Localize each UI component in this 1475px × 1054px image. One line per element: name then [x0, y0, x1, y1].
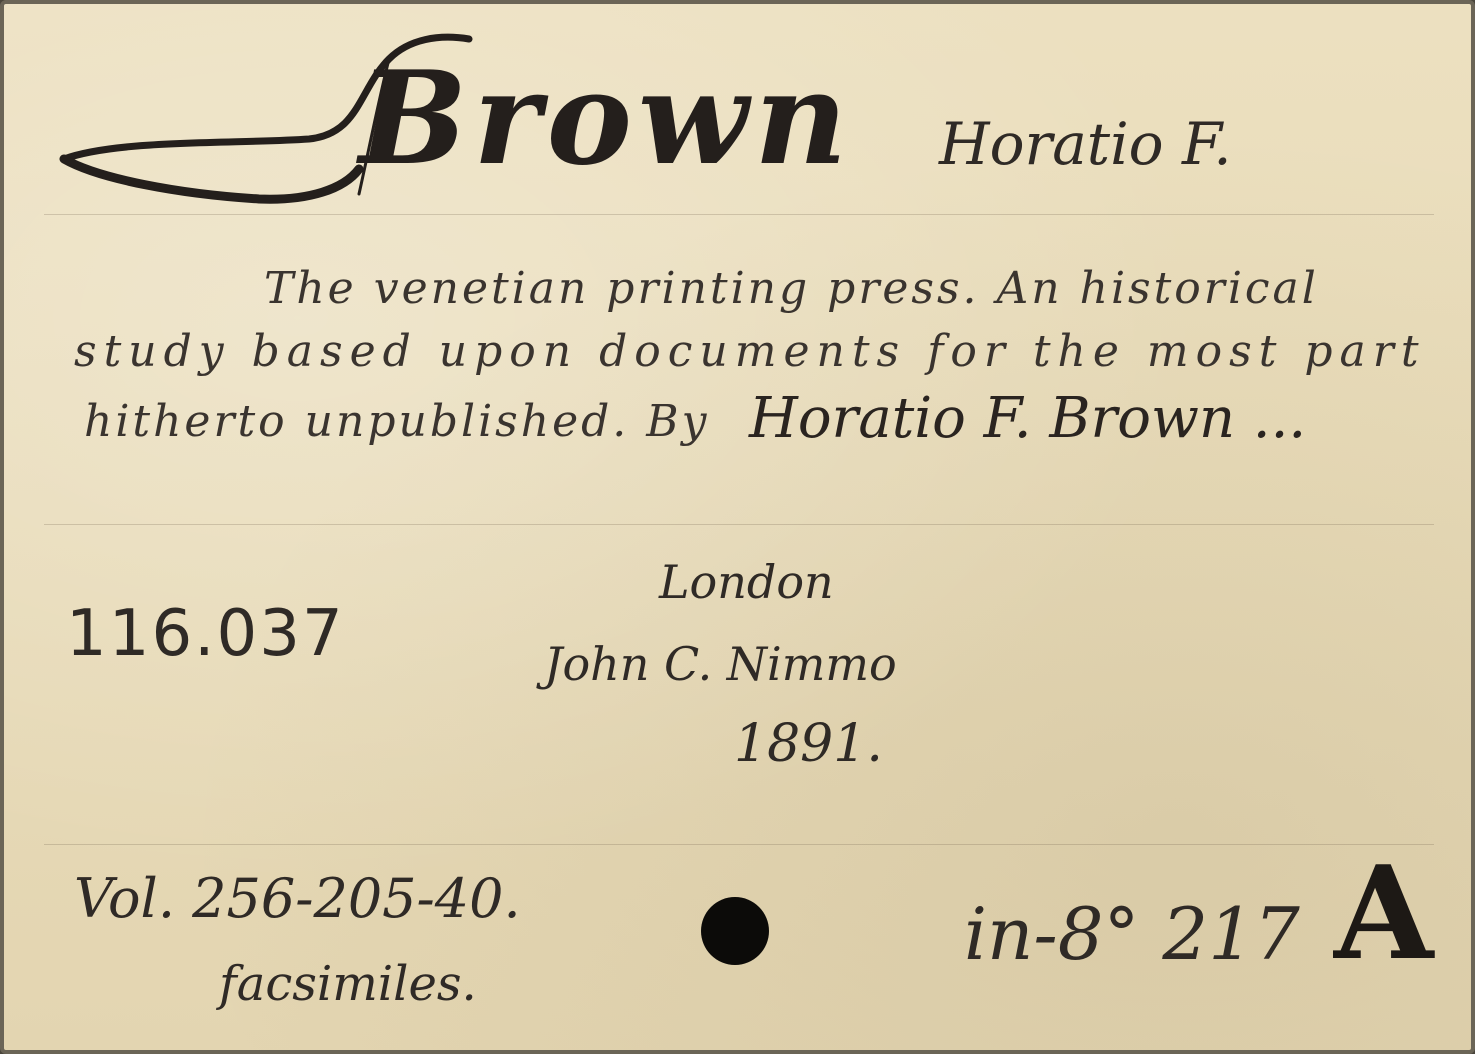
punch-hole	[701, 897, 769, 965]
imprint-year: 1891.	[734, 714, 883, 774]
rule-line	[44, 844, 1434, 845]
rule-line	[44, 524, 1434, 525]
given-names: Horatio F.	[939, 110, 1232, 178]
call-number: 116.037	[66, 597, 345, 671]
surname-heading: Brown	[359, 44, 854, 194]
title-line-2: study based upon documents for the most part	[74, 326, 1426, 377]
title-line-1: The venetian printing press. An historical	[264, 263, 1319, 314]
section-letter: A	[1334, 839, 1434, 989]
physical-description: Vol. 256-205-40.	[74, 867, 521, 930]
imprint-place: London	[659, 555, 834, 609]
imprint-publisher: John C. Nimmo	[544, 637, 897, 691]
statement-of-responsibility: Horatio F. Brown ...	[749, 386, 1307, 451]
title-line-3: hitherto unpublished. By	[84, 396, 710, 447]
illustrations-note: facsimiles.	[219, 956, 477, 1012]
format-shelfmark: in-8° 217	[964, 892, 1300, 976]
